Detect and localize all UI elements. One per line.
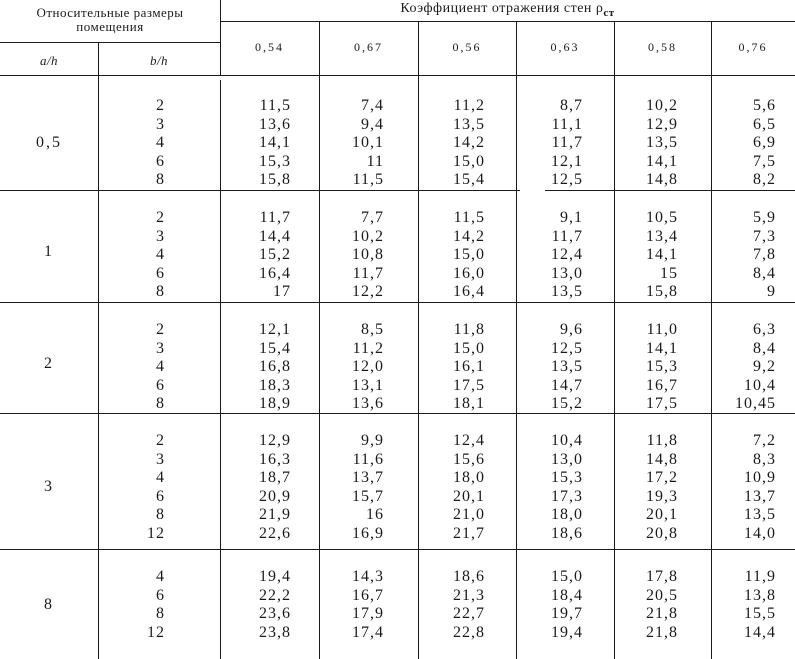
table-cell: 21,8: [646, 623, 678, 641]
table-cell: 15,3: [551, 469, 583, 487]
table-cell: 13,8: [744, 586, 776, 604]
table-cell: 23,8: [259, 623, 291, 641]
table-cell: 12,9: [259, 432, 291, 449]
table-cell: 11,7: [551, 134, 583, 152]
b-h-value: 8: [156, 605, 165, 623]
b-h-value: 6: [156, 152, 165, 170]
coefficient-header: 0,67: [354, 40, 383, 54]
table-cell: 9,1: [560, 209, 583, 226]
table-cell: 15,0: [551, 568, 583, 585]
b-h-value: 2: [156, 321, 165, 338]
table-cell: 12,1: [551, 152, 583, 170]
table-cell: 15,0: [453, 339, 485, 357]
table-cell: 13,5: [551, 358, 583, 376]
table-cell: 11,5: [453, 209, 485, 226]
table-cell: 18,7: [259, 469, 291, 487]
table-cell: 15,5: [744, 605, 776, 623]
table-cell: 11,9: [744, 568, 776, 585]
b-h-value: 8: [156, 283, 165, 301]
table-cell: 8,2: [753, 171, 776, 189]
table-cell: 20,5: [646, 586, 678, 604]
b-h-value: 4: [156, 134, 165, 152]
table-cell: 13,5: [744, 506, 776, 524]
b-h-value: 6: [156, 586, 165, 604]
b-h-value: 3: [156, 227, 165, 245]
table-cell: 16: [366, 506, 384, 524]
table-cell: 16,4: [259, 264, 291, 282]
table-cell: 12,2: [352, 283, 384, 301]
b-h-value: 3: [156, 115, 165, 133]
table-cell: 15,8: [259, 171, 291, 189]
table-cell: 10,45: [735, 395, 776, 413]
group-divider: [0, 302, 795, 303]
table-cell: 18,0: [551, 506, 583, 524]
table-cell: 16,7: [646, 376, 678, 394]
table-cell: 6,9: [753, 134, 776, 152]
table-cell: 6,5: [753, 115, 776, 133]
table-cell: 13,5: [551, 283, 583, 301]
b-h-value: 2: [156, 97, 165, 114]
table-cell: 11,7: [551, 227, 583, 245]
vertical-rule: [319, 22, 320, 659]
table-cell: 10,1: [352, 134, 384, 152]
b-h-value: 8: [156, 506, 165, 524]
coefficient-header: 0,76: [738, 40, 768, 54]
group-divider: [0, 549, 795, 550]
table-cell: 11,8: [453, 321, 485, 338]
table-cell: 12,5: [551, 171, 583, 189]
b-h-value: 4: [156, 568, 165, 585]
table-cell: 13,5: [646, 134, 678, 152]
table-cell: 18,1: [453, 395, 485, 413]
table-cell: 9,9: [361, 432, 384, 449]
table-cell: 9: [767, 283, 776, 301]
table-cell: 9,6: [560, 321, 583, 338]
table-cell: 17,5: [646, 395, 678, 413]
table-cell: 10,5: [646, 209, 678, 226]
table-cell: 18,9: [259, 395, 291, 413]
table-cell: 14,4: [259, 227, 291, 245]
table-cell: 10,8: [352, 246, 384, 264]
b-h-value: 2: [156, 432, 165, 449]
table-cell: 22,2: [259, 586, 291, 604]
table-cell: 11: [366, 152, 384, 170]
reflection-header: [220, 2, 795, 20]
b-h-value: 6: [156, 264, 165, 282]
table-cell: 14,8: [646, 171, 678, 189]
vertical-rule: [418, 22, 419, 659]
b-h-value: 12: [147, 623, 165, 641]
table-cell: 15,7: [352, 487, 384, 505]
table-cell: 14,0: [744, 525, 776, 542]
vertical-rule: [614, 22, 615, 659]
col-b-h-header: b/h: [149, 53, 169, 68]
b-h-value: 4: [156, 469, 165, 487]
table-cell: 12,0: [352, 358, 384, 376]
table-cell: 10,9: [744, 469, 776, 487]
table-cell: 8,4: [753, 339, 776, 357]
reflection-subscript: ст: [603, 6, 615, 19]
horizontal-rule: [220, 21, 795, 22]
table-cell: 14,1: [646, 152, 678, 170]
table-cell: 21,8: [646, 605, 678, 623]
table-cell: 21,3: [453, 586, 485, 604]
table-cell: 16,0: [453, 264, 485, 282]
b-h-value: 3: [156, 450, 165, 468]
table-cell: 8,5: [361, 321, 384, 338]
table-cell: 11,7: [352, 264, 384, 282]
table-cell: 16,3: [259, 450, 291, 468]
table-cell: 15,2: [259, 246, 291, 264]
vertical-rule: [711, 22, 712, 659]
coefficient-header: 0,58: [648, 40, 677, 54]
b-h-value: 3: [156, 339, 165, 357]
table-cell: 13,0: [551, 450, 583, 468]
table-cell: 11,7: [259, 209, 291, 226]
b-h-value: 4: [156, 246, 165, 264]
table-cell: 21,9: [259, 506, 291, 524]
table-cell: 12,9: [646, 115, 678, 133]
table-cell: 15,8: [646, 283, 678, 301]
table-cell: 17,9: [352, 605, 384, 623]
table-cell: 15,2: [551, 395, 583, 413]
b-h-value: 4: [156, 358, 165, 376]
table-cell: 11,1: [551, 115, 583, 133]
table-cell: 7,2: [753, 432, 776, 449]
table-cell: 14,8: [646, 450, 678, 468]
table-cell: 7,3: [753, 227, 776, 245]
table-cell: 16,4: [453, 283, 485, 301]
table-cell: 16,9: [352, 525, 384, 542]
table-cell: 5,6: [753, 97, 776, 114]
table-cell: 13,1: [352, 376, 384, 394]
table-cell: 15,3: [259, 152, 291, 170]
table-cell: 15,0: [453, 246, 485, 264]
table-cell: 8,7: [560, 97, 583, 114]
table-cell: 13,7: [744, 487, 776, 505]
room-size-header-line1: Относительные размеры: [36, 5, 184, 20]
table-cell: 19,7: [551, 605, 583, 623]
horizontal-rule: [0, 75, 795, 76]
a-h-value: 3: [44, 478, 54, 495]
table-cell: 22,7: [453, 605, 485, 623]
vertical-rule: [220, 80, 221, 659]
a-h-value: 1: [44, 243, 54, 260]
table-cell: 16,1: [453, 358, 485, 376]
table-cell: 13,5: [453, 115, 485, 133]
table-cell: 18,6: [453, 568, 485, 585]
room-size-header-line2: помещения: [76, 19, 144, 34]
table-cell: 19,4: [259, 568, 291, 585]
table-cell: 13,4: [646, 227, 678, 245]
table-cell: 17,3: [551, 487, 583, 505]
a-h-value: 8: [44, 596, 54, 613]
table-cell: 15,4: [453, 171, 485, 189]
table-cell: 17,8: [646, 568, 678, 585]
table-cell: 18,6: [551, 525, 583, 542]
table-cell: 15,6: [453, 450, 485, 468]
table-cell: 17,2: [646, 469, 678, 487]
table-cell: 7,8: [753, 246, 776, 264]
table-cell: 21,7: [453, 525, 485, 542]
b-h-value: 6: [156, 487, 165, 505]
table-cell: 22,8: [453, 623, 485, 641]
reflection-title: Коэффициент отражения стен ρ: [400, 1, 604, 16]
coefficient-header: 0,63: [550, 40, 580, 54]
group-divider: [545, 190, 795, 191]
b-h-value: 2: [156, 209, 165, 226]
table-cell: 19,3: [646, 487, 678, 505]
table-cell: 5,9: [753, 209, 776, 226]
table-cell: 14,7: [551, 376, 583, 394]
table-cell: 22,6: [259, 525, 291, 542]
table-cell: 16,7: [352, 586, 384, 604]
table-cell: 14,3: [352, 568, 384, 585]
table-cell: 11,2: [352, 339, 384, 357]
table-cell: 15,0: [453, 152, 485, 170]
table-cell: 7,4: [361, 97, 384, 114]
table-cell: 7,7: [361, 209, 384, 226]
table-cell: 20,1: [646, 506, 678, 524]
table-cell: 13,6: [259, 115, 291, 133]
table-cell: 14,1: [646, 339, 678, 357]
table-cell: 17,5: [453, 376, 485, 394]
table-cell: 10,4: [744, 376, 776, 394]
table-cell: 11,2: [453, 97, 485, 114]
table-cell: 18,3: [259, 376, 291, 394]
table-cell: 6,3: [753, 321, 776, 338]
table-cell: 11,6: [352, 450, 384, 468]
table-cell: 20,8: [646, 525, 678, 542]
table-cell: 16,8: [259, 358, 291, 376]
table-cell: 20,1: [453, 487, 485, 505]
table-cell: 15,4: [259, 339, 291, 357]
coefficient-header: 0,56: [452, 40, 482, 54]
table-cell: 14,1: [259, 134, 291, 152]
a-h-value: 0,5: [36, 134, 62, 151]
table-cell: 19,4: [551, 623, 583, 641]
coefficient-header: 0,54: [255, 40, 284, 54]
table-cell: 9,2: [753, 358, 776, 376]
group-divider: [0, 190, 520, 191]
table-cell: 10,2: [352, 227, 384, 245]
table-cell: 14,2: [453, 227, 485, 245]
table-cell: 11,5: [352, 171, 384, 189]
col-a-h-header: a/h: [39, 53, 59, 68]
table-cell: 15: [660, 264, 678, 282]
table-cell: 23,6: [259, 605, 291, 623]
vertical-rule: [516, 22, 517, 659]
table-cell: 14,4: [744, 623, 776, 641]
table-cell: 13,6: [352, 395, 384, 413]
b-h-value: 12: [147, 525, 165, 542]
table-cell: 12,5: [551, 339, 583, 357]
table-cell: 11,8: [646, 432, 678, 449]
table-cell: 18,0: [453, 469, 485, 487]
b-h-value: 8: [156, 395, 165, 413]
table-cell: 15,3: [646, 358, 678, 376]
a-h-value: 2: [44, 355, 54, 372]
table-cell: 17,4: [352, 623, 384, 641]
table-cell: 12,1: [259, 321, 291, 338]
table-cell: 12,4: [551, 246, 583, 264]
table-cell: 11,5: [259, 97, 291, 114]
table-cell: 13,7: [352, 469, 384, 487]
table-cell: 7,5: [753, 152, 776, 170]
room-size-header: [4, 6, 216, 34]
table-cell: 8,4: [753, 264, 776, 282]
vertical-rule: [98, 42, 99, 659]
table-cell: 10,2: [646, 97, 678, 114]
table-cell: 12,4: [453, 432, 485, 449]
table-cell: 14,1: [646, 246, 678, 264]
horizontal-rule: [0, 42, 220, 43]
table-cell: 21,0: [453, 506, 485, 524]
table-cell: 8,3: [753, 450, 776, 468]
table-cell: 13,0: [551, 264, 583, 282]
table-cell: 14,2: [453, 134, 485, 152]
table-cell: 10,4: [551, 432, 583, 449]
table-cell: 20,9: [259, 487, 291, 505]
table-cell: 17: [273, 283, 291, 301]
b-h-value: 8: [156, 171, 165, 189]
table-cell: 11,0: [646, 321, 678, 338]
b-h-value: 6: [156, 376, 165, 394]
table-cell: 9,4: [361, 115, 384, 133]
table-cell: 18,4: [551, 586, 583, 604]
